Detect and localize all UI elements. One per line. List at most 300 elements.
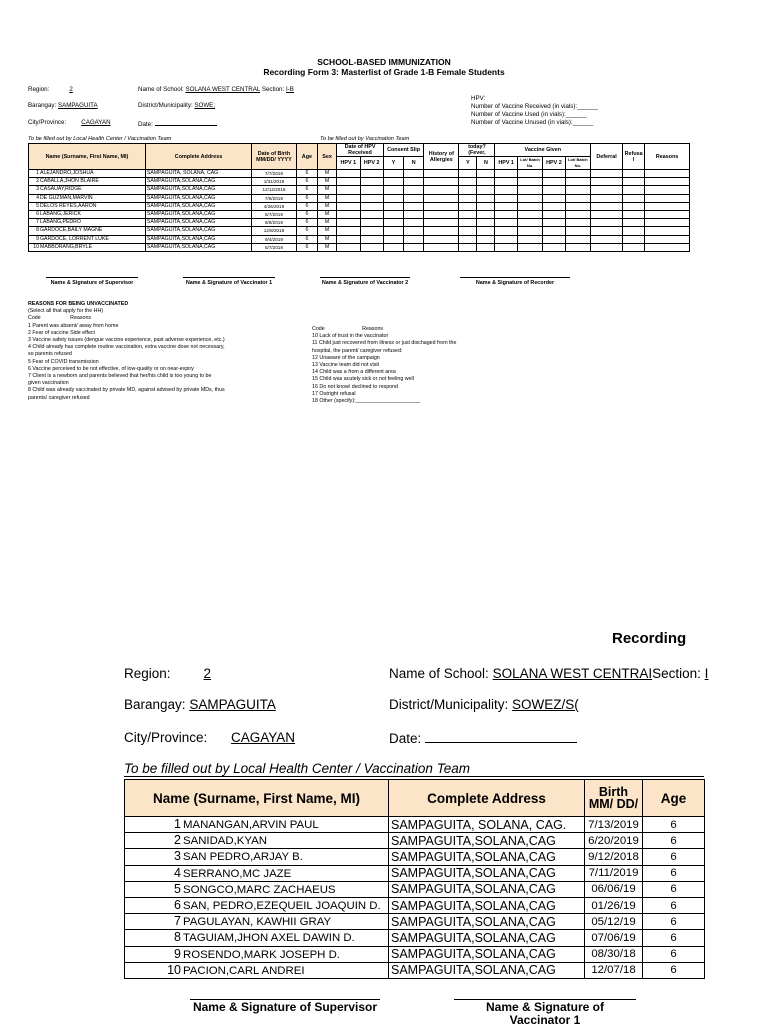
row-empty-cell[interactable] [424, 202, 459, 210]
row-empty-cell[interactable] [591, 186, 623, 194]
row-empty-cell[interactable] [360, 235, 383, 243]
row-empty-cell[interactable] [543, 235, 565, 243]
row-empty-cell[interactable] [543, 186, 565, 194]
row-empty-cell[interactable] [622, 227, 644, 235]
row-empty-cell[interactable] [337, 210, 360, 218]
row-empty-cell[interactable] [360, 227, 383, 235]
row-name-cell [29, 219, 146, 227]
zoom-row-age: 6 [643, 865, 705, 881]
zoom-district-label: District/Municipality: [389, 697, 509, 712]
barangay-value: SAMPAGUITA [57, 102, 98, 109]
row-empty-cell[interactable] [459, 170, 477, 178]
row-empty-cell[interactable] [517, 210, 543, 218]
zoom-row-name-cell [125, 897, 389, 913]
row-addr: SAMPAGUITA, SOLANA, CAG [145, 170, 251, 178]
zoom-row-number: 6 [174, 898, 181, 913]
row-empty-cell[interactable] [404, 202, 424, 210]
table-row [29, 202, 690, 210]
row-empty-cell[interactable] [383, 210, 403, 218]
row-addr: SAMPAGUITA,SOLANA,CAG [145, 178, 251, 186]
zoom-row-name: SONGCO,MARC ZACHAEUS [183, 883, 336, 896]
row-empty-cell[interactable] [517, 219, 543, 227]
row-empty-cell[interactable] [424, 235, 459, 243]
reasons-header-left [28, 315, 225, 322]
row-empty-cell[interactable] [622, 202, 644, 210]
zoom-filled-by: To be filled out by Local Health Center / Vaccination Team [124, 761, 704, 777]
zoom-col-age: Age [643, 780, 705, 817]
zoom-school-label: Name of School: [389, 666, 489, 681]
row-empty-cell[interactable] [477, 219, 495, 227]
row-empty-cell[interactable] [360, 178, 383, 186]
row-empty-cell[interactable] [645, 202, 690, 210]
row-empty-cell[interactable] [591, 227, 623, 235]
sig-line [460, 277, 570, 278]
school-value: SOLANA WEST CENTRAL [185, 86, 261, 93]
row-empty-cell[interactable] [565, 235, 591, 243]
zoom-row-name-cell [125, 817, 389, 833]
col-given-hpv2: HPV 2 [543, 157, 565, 170]
row-empty-cell[interactable] [459, 178, 477, 186]
row-empty-cell[interactable] [404, 178, 424, 186]
zoom-row-age: 6 [643, 914, 705, 930]
row-empty-cell[interactable] [495, 194, 517, 202]
row-number: 5 [36, 202, 39, 209]
row-empty-cell[interactable] [517, 186, 543, 194]
row-empty-cell[interactable] [517, 194, 543, 202]
row-empty-cell[interactable] [495, 170, 517, 178]
row-empty-cell[interactable] [337, 178, 360, 186]
zoom-section-value: I [704, 666, 709, 681]
row-addr: SAMPAGUITA,SOLANA,CAG [145, 210, 251, 218]
table-row [29, 194, 690, 202]
table-row [125, 833, 705, 849]
row-empty-cell[interactable] [477, 178, 495, 186]
zoom-sig-supervisor [190, 999, 380, 1014]
barangay-label: Barangay: [28, 102, 57, 109]
row-empty-cell[interactable] [543, 202, 565, 210]
sig-vaccinator2-label: Name & Signature of Vaccinator 2 [321, 280, 409, 286]
row-empty-cell[interactable] [622, 219, 644, 227]
zoom-col-address: Complete Address [389, 780, 585, 817]
row-empty-cell[interactable] [424, 178, 459, 186]
zoom-row-addr: SAMPAGUITA,SOLANA,CAG [389, 946, 585, 962]
row-empty-cell[interactable] [591, 170, 623, 178]
sig-recorder [460, 277, 570, 287]
row-empty-cell[interactable] [337, 202, 360, 210]
date-line [155, 119, 217, 126]
zoom-row-name: SAN, PEDRO,EZEQUEIL JOAQUIN D. [183, 900, 381, 913]
row-dob: 8/8/2019 [252, 219, 297, 227]
zoom-date-label: Date: [389, 731, 422, 746]
filled-by-vt: To be filled out by Vaccination Team [320, 136, 410, 142]
zoom-school-value: SOLANA WEST CENTRAI [492, 666, 653, 681]
reason-item: 13 Vaccine team did not visit [312, 362, 380, 369]
row-name-cell [29, 170, 146, 178]
row-empty-cell[interactable] [383, 202, 403, 210]
row-empty-cell[interactable] [565, 178, 591, 186]
row-empty-cell[interactable] [459, 194, 477, 202]
col-consent-y: Y [383, 157, 403, 170]
row-empty-cell[interactable] [591, 178, 623, 186]
row-age: 6 [296, 227, 317, 235]
table-row [125, 946, 705, 962]
reason-item: 8 Child was already vaccinated by private MD, against advised by private MDs, thus [28, 387, 225, 394]
row-empty-cell[interactable] [543, 210, 565, 218]
row-empty-cell[interactable] [383, 170, 403, 178]
city-label: City/Province: [28, 119, 67, 126]
row-empty-cell[interactable] [645, 219, 690, 227]
row-empty-cell[interactable] [459, 210, 477, 218]
zoom-region-label: Region: [124, 666, 171, 681]
region-value: 2 [69, 86, 73, 93]
section-value: I-B [285, 86, 294, 93]
zoom-district-field [389, 697, 768, 712]
zoom-row-addr: SAMPAGUITA,SOLANA,CAG [389, 914, 585, 930]
zoom-date-line [425, 730, 577, 743]
row-addr: SAMPAGUITA,SOLANA,CAG [145, 186, 251, 194]
row-dob: 12/12/2018 [252, 186, 297, 194]
reason-item: so parents refused [28, 351, 72, 358]
row-empty-cell[interactable] [495, 186, 517, 194]
row-empty-cell[interactable] [622, 170, 644, 178]
row-empty-cell[interactable] [495, 235, 517, 243]
row-empty-cell[interactable] [543, 194, 565, 202]
row-empty-cell[interactable] [645, 235, 690, 243]
row-empty-cell[interactable] [645, 210, 690, 218]
row-empty-cell[interactable] [360, 186, 383, 194]
reasons-subtitle: (Select all that apply for the HH) [28, 308, 104, 315]
row-empty-cell[interactable] [565, 219, 591, 227]
col-reasons: Reasons [645, 144, 690, 170]
row-name-cell [29, 194, 146, 202]
row-empty-cell[interactable] [337, 243, 360, 251]
row-empty-cell[interactable] [404, 227, 424, 235]
row-empty-cell[interactable] [477, 235, 495, 243]
row-empty-cell[interactable] [424, 243, 459, 251]
row-empty-cell[interactable] [591, 219, 623, 227]
zoom-sig-supervisor-label: Name & Signature of Supervisor [192, 1000, 378, 1014]
district-field [138, 102, 215, 109]
row-empty-cell[interactable] [565, 243, 591, 251]
row-name: CASAUAY,RIDGE [40, 186, 82, 193]
row-empty-cell[interactable] [591, 202, 623, 210]
row-empty-cell[interactable] [424, 219, 459, 227]
zoom-row-addr: SAMPAGUITA,SOLANA,CAG [389, 881, 585, 897]
row-empty-cell[interactable] [459, 243, 477, 251]
sig-supervisor [46, 277, 138, 287]
row-empty-cell[interactable] [495, 202, 517, 210]
col-lot2: Lot/ Batch No. [565, 157, 591, 170]
row-number: 9 [36, 235, 39, 242]
row-empty-cell[interactable] [383, 235, 403, 243]
row-empty-cell[interactable] [337, 170, 360, 178]
zoom-row-age: 6 [643, 897, 705, 913]
row-empty-cell[interactable] [360, 202, 383, 210]
row-empty-cell[interactable] [543, 243, 565, 251]
row-empty-cell[interactable] [622, 243, 644, 251]
zoom-row-age: 6 [643, 930, 705, 946]
row-number: 7 [36, 219, 39, 226]
zoom-row-dob: 07/06/19 [585, 930, 643, 946]
row-empty-cell[interactable] [360, 210, 383, 218]
zoom-row-number: 1 [174, 817, 181, 832]
row-empty-cell[interactable] [404, 210, 424, 218]
col-consent: Consent Slip [383, 144, 423, 157]
zoom-row-name-cell [125, 833, 389, 849]
row-empty-cell[interactable] [565, 186, 591, 194]
zoom-row-name: MANANGAN,ARVIN PAUL [183, 819, 319, 832]
zoom-row-dob: 06/06/19 [585, 881, 643, 897]
region-label: Region: [28, 86, 50, 93]
row-empty-cell[interactable] [565, 194, 591, 202]
zoom-row-dob: 7/11/2019 [585, 865, 643, 881]
row-dob: 1/31/2019 [252, 178, 297, 186]
zoom-row-age: 6 [643, 817, 705, 833]
row-sex: M [318, 227, 337, 235]
reasons-right [312, 326, 456, 405]
row-empty-cell[interactable] [424, 227, 459, 235]
row-empty-cell[interactable] [459, 186, 477, 194]
row-empty-cell[interactable] [622, 194, 644, 202]
row-empty-cell[interactable] [459, 227, 477, 235]
zoom-sig-vaccinator1 [454, 999, 636, 1027]
row-empty-cell[interactable] [565, 227, 591, 235]
row-empty-cell[interactable] [337, 186, 360, 194]
row-empty-cell[interactable] [591, 243, 623, 251]
col-given-hpv1: HPV 1 [495, 157, 517, 170]
reason-item: 10 Lack of trust in the vaccinator [312, 333, 389, 340]
row-empty-cell[interactable] [404, 170, 424, 178]
row-empty-cell[interactable] [495, 227, 517, 235]
row-empty-cell[interactable] [517, 178, 543, 186]
row-empty-cell[interactable] [424, 210, 459, 218]
row-empty-cell[interactable] [495, 178, 517, 186]
row-empty-cell[interactable] [477, 202, 495, 210]
sig-vaccinator1 [183, 277, 275, 287]
row-empty-cell[interactable] [404, 235, 424, 243]
vaccine-received: Number of Vaccine Received (in vials):______ [471, 103, 598, 110]
reason-item: 14 Child was a from a different area [312, 369, 396, 376]
row-empty-cell[interactable] [591, 210, 623, 218]
reason-item: 6 Vaccine perceived to be not effective, of low-quality or on near-expiry [28, 365, 194, 372]
col-today-y: Y [459, 157, 477, 170]
row-empty-cell[interactable] [360, 219, 383, 227]
row-empty-cell[interactable] [565, 210, 591, 218]
city-value: CAGAYAN [81, 119, 111, 126]
row-empty-cell[interactable] [477, 186, 495, 194]
row-age: 6 [296, 178, 317, 186]
row-empty-cell[interactable] [517, 170, 543, 178]
zoom-row-dob: 08/30/18 [585, 946, 643, 962]
row-empty-cell[interactable] [383, 227, 403, 235]
zoom-region-field [124, 666, 240, 681]
row-empty-cell[interactable] [495, 243, 517, 251]
zoom-row-name-cell [125, 914, 389, 930]
reason-item: 16 Do not know/ declined to respond [312, 383, 398, 390]
zoom-date-field [389, 730, 577, 746]
row-empty-cell[interactable] [591, 235, 623, 243]
zoom-row-addr: SAMPAGUITA,SOLANA,CAG [389, 865, 585, 881]
row-empty-cell[interactable] [543, 219, 565, 227]
row-empty-cell[interactable] [477, 170, 495, 178]
reasons-title: REASONS FOR BEING UNVACCINATED [28, 301, 129, 307]
table-row [29, 178, 690, 186]
row-empty-cell[interactable] [495, 219, 517, 227]
form-title: SCHOOL-BASED IMMUNIZATION [317, 57, 451, 67]
row-empty-cell[interactable] [360, 243, 383, 251]
row-addr: SAMPAGUITA,SOLANA,CAG [145, 235, 251, 243]
zoom-row-age: 6 [643, 946, 705, 962]
row-empty-cell[interactable] [459, 219, 477, 227]
zoom-row-name: ROSENDO,MARK JOSEPH D. [183, 948, 340, 961]
row-empty-cell[interactable] [543, 170, 565, 178]
row-age: 6 [296, 235, 317, 243]
reasons-header-right [312, 326, 456, 333]
row-empty-cell[interactable] [645, 186, 690, 194]
row-empty-cell[interactable] [645, 178, 690, 186]
district-value: SOWE; [194, 102, 216, 109]
sig-line [46, 277, 138, 278]
row-empty-cell[interactable] [645, 243, 690, 251]
row-empty-cell[interactable] [622, 210, 644, 218]
row-addr: SAMPAGUITA,SOLANA,CAG [145, 227, 251, 235]
zoom-school-field [389, 666, 768, 681]
row-empty-cell[interactable] [622, 186, 644, 194]
row-empty-cell[interactable] [565, 170, 591, 178]
col-dob: Date of Birth MM/DD/ YYYY [252, 144, 297, 170]
row-name-cell [29, 227, 146, 235]
hpv-label: HPV: [471, 95, 486, 102]
row-empty-cell[interactable] [517, 235, 543, 243]
row-empty-cell[interactable] [383, 243, 403, 251]
reason-item: 7 Client is a newborn and parents believed that her/his child is too young to be [28, 373, 212, 380]
row-empty-cell[interactable] [517, 227, 543, 235]
row-dob: 7/6/2019 [252, 194, 297, 202]
row-empty-cell[interactable] [622, 235, 644, 243]
row-name-cell [29, 235, 146, 243]
row-age: 6 [296, 243, 317, 251]
row-dob: 7/7/2019 [252, 170, 297, 178]
row-empty-cell[interactable] [517, 243, 543, 251]
row-empty-cell[interactable] [495, 210, 517, 218]
col-today: today? (Fever, [459, 144, 495, 157]
row-empty-cell[interactable] [477, 243, 495, 251]
reason-item: 11 Child just recovered from illness or just dischaged from the [312, 340, 457, 347]
row-addr: SAMPAGUITA,SOLANA,CAG [145, 202, 251, 210]
row-empty-cell[interactable] [404, 186, 424, 194]
zoom-row-number: 8 [174, 930, 181, 945]
reason-item: 1 Parent was absent/ away from home [28, 322, 119, 329]
row-empty-cell[interactable] [337, 219, 360, 227]
sig-line [320, 277, 410, 278]
row-empty-cell[interactable] [337, 235, 360, 243]
row-empty-cell[interactable] [645, 194, 690, 202]
row-empty-cell[interactable] [459, 235, 477, 243]
row-empty-cell[interactable] [459, 202, 477, 210]
col-sex: Sex [318, 144, 337, 170]
row-empty-cell[interactable] [383, 186, 403, 194]
zoom-title: Recording [612, 630, 687, 647]
row-empty-cell[interactable] [404, 194, 424, 202]
table-row [125, 897, 705, 913]
zoom-row-dob: 12/07/18 [585, 962, 643, 978]
reason-item: 15 Child was acutely sick or not feeling well [312, 376, 414, 383]
row-empty-cell[interactable] [591, 194, 623, 202]
row-number: 10 [33, 243, 39, 250]
row-name-cell [29, 186, 146, 194]
row-empty-cell[interactable] [477, 194, 495, 202]
row-empty-cell[interactable] [424, 194, 459, 202]
zoom-row-dob: 05/12/19 [585, 914, 643, 930]
row-empty-cell[interactable] [543, 227, 565, 235]
reason-item: 4 Child already has complete routine vaccination, extra vaccine dose not necessary, [28, 344, 225, 351]
zoom-row-number: 3 [174, 849, 181, 864]
row-empty-cell[interactable] [424, 170, 459, 178]
row-empty-cell[interactable] [360, 170, 383, 178]
zoom-row-number: 5 [174, 881, 181, 896]
zoom-row-dob: 6/20/2019 [585, 833, 643, 849]
zoom-masterlist-table [124, 779, 705, 979]
row-empty-cell[interactable] [424, 186, 459, 194]
row-empty-cell[interactable] [383, 219, 403, 227]
zoom-row-addr: SAMPAGUITA,SOLANA,CAG [389, 930, 585, 946]
zoom-col-dob: Birth MM/ DD/ [585, 780, 643, 817]
zoom-barangay-label: Barangay: [124, 697, 186, 712]
row-sex: M [318, 194, 337, 202]
row-empty-cell[interactable] [337, 227, 360, 235]
row-name: LABANG,PEDRO [40, 219, 81, 226]
district-label: District/Municipality: [138, 102, 193, 109]
zoom-row-addr: SAMPAGUITA,SOLANA,CAG [389, 833, 585, 849]
row-empty-cell[interactable] [383, 178, 403, 186]
row-empty-cell[interactable] [543, 178, 565, 186]
zoom-section-label: Section: [652, 666, 701, 681]
row-empty-cell[interactable] [404, 243, 424, 251]
row-sex: M [318, 186, 337, 194]
row-empty-cell[interactable] [565, 202, 591, 210]
row-empty-cell[interactable] [645, 170, 690, 178]
sig-vaccinator2 [320, 277, 410, 287]
sig-recorder-label: Name & Signature of Recorder [475, 280, 555, 286]
row-number: 4 [36, 194, 39, 201]
table-row [29, 227, 690, 235]
zoom-row-name-cell [125, 865, 389, 881]
row-empty-cell[interactable] [337, 194, 360, 202]
row-empty-cell[interactable] [622, 178, 644, 186]
zoom-masterlist-body [125, 817, 705, 979]
row-empty-cell[interactable] [645, 227, 690, 235]
code-label: Code [312, 326, 325, 332]
row-name: ALEJANDRO,JOSHUA [40, 170, 94, 177]
zoom-sig-vaccinator1-label: Name & Signature of Vaccinator 1 [485, 1000, 605, 1027]
row-addr: SAMPAGUITA,SOLANA,CAG [145, 194, 251, 202]
table-row [29, 170, 690, 178]
row-sex: M [318, 178, 337, 186]
zoom-city-label: City/Province: [124, 730, 208, 745]
row-sex: M [318, 210, 337, 218]
row-empty-cell[interactable] [404, 219, 424, 227]
row-empty-cell[interactable] [477, 227, 495, 235]
row-empty-cell[interactable] [360, 194, 383, 202]
row-empty-cell[interactable] [517, 202, 543, 210]
table-row [125, 865, 705, 881]
col-refusal: Refusa l [622, 144, 644, 170]
row-age: 6 [296, 186, 317, 194]
barangay-field [28, 102, 116, 109]
row-empty-cell[interactable] [383, 194, 403, 202]
row-dob: 9/4/2019 [252, 235, 297, 243]
row-empty-cell[interactable] [477, 210, 495, 218]
